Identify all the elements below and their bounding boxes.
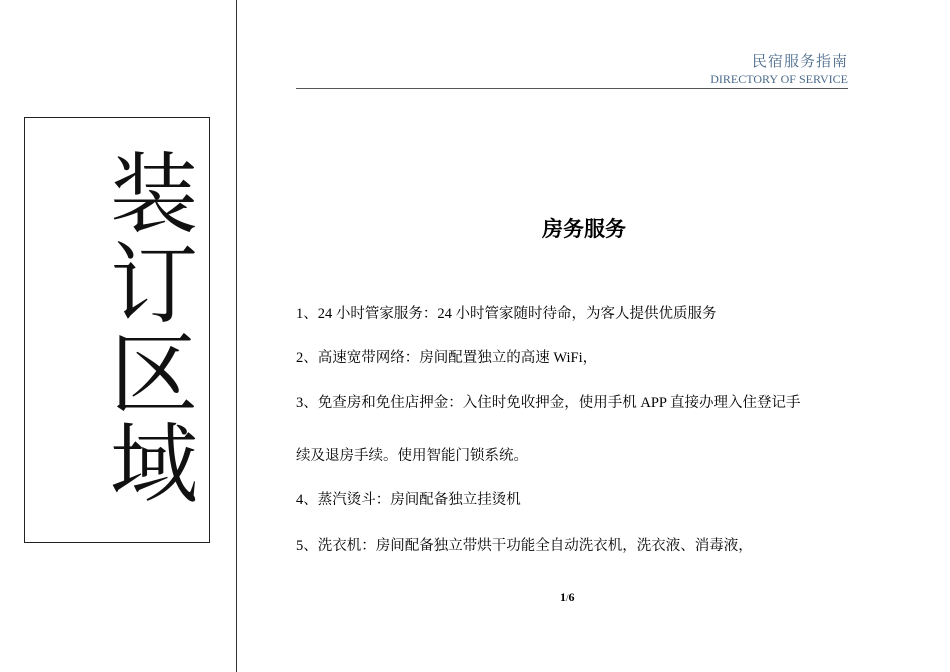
service-item: 3、免查房和免住店押金：入住时免收押金，使用手机 APP 直接办理入住登记手 <box>296 395 801 411</box>
binding-char: 区 <box>109 323 198 426</box>
service-item: 5、洗衣机：房间配备独立带烘干功能全自动洗衣机，洗衣液、消毒液， <box>296 538 753 554</box>
binding-area-label <box>104 143 204 516</box>
header-title-en: DIRECTORY OF SERVICE <box>710 72 848 86</box>
service-item: 4、蒸汽烫斗：房间配备独立挂烫机 <box>296 492 521 508</box>
binding-char: 装 <box>109 143 198 246</box>
service-item-continued: 续及退房手续。使用智能门锁系统。 <box>296 448 528 464</box>
binding-char: 订 <box>109 233 198 336</box>
service-item: 2、高速宽带网络：房间配置独立的高速 WiFi， <box>296 350 598 366</box>
service-item: 1、24 小时管家服务：24 小时管家随时待命，为客人提供优质服务 <box>296 306 717 322</box>
binding-char: 域 <box>109 413 198 516</box>
page-number <box>560 590 575 605</box>
header-rule <box>296 88 848 89</box>
current-page: 1 <box>560 590 566 604</box>
total-pages: 6 <box>568 590 575 604</box>
page-separator: / <box>566 593 569 603</box>
binding-divider-line <box>236 0 237 672</box>
section-title: 房务服务 <box>542 217 626 241</box>
header-title-cn: 民宿服务指南 <box>751 54 848 70</box>
